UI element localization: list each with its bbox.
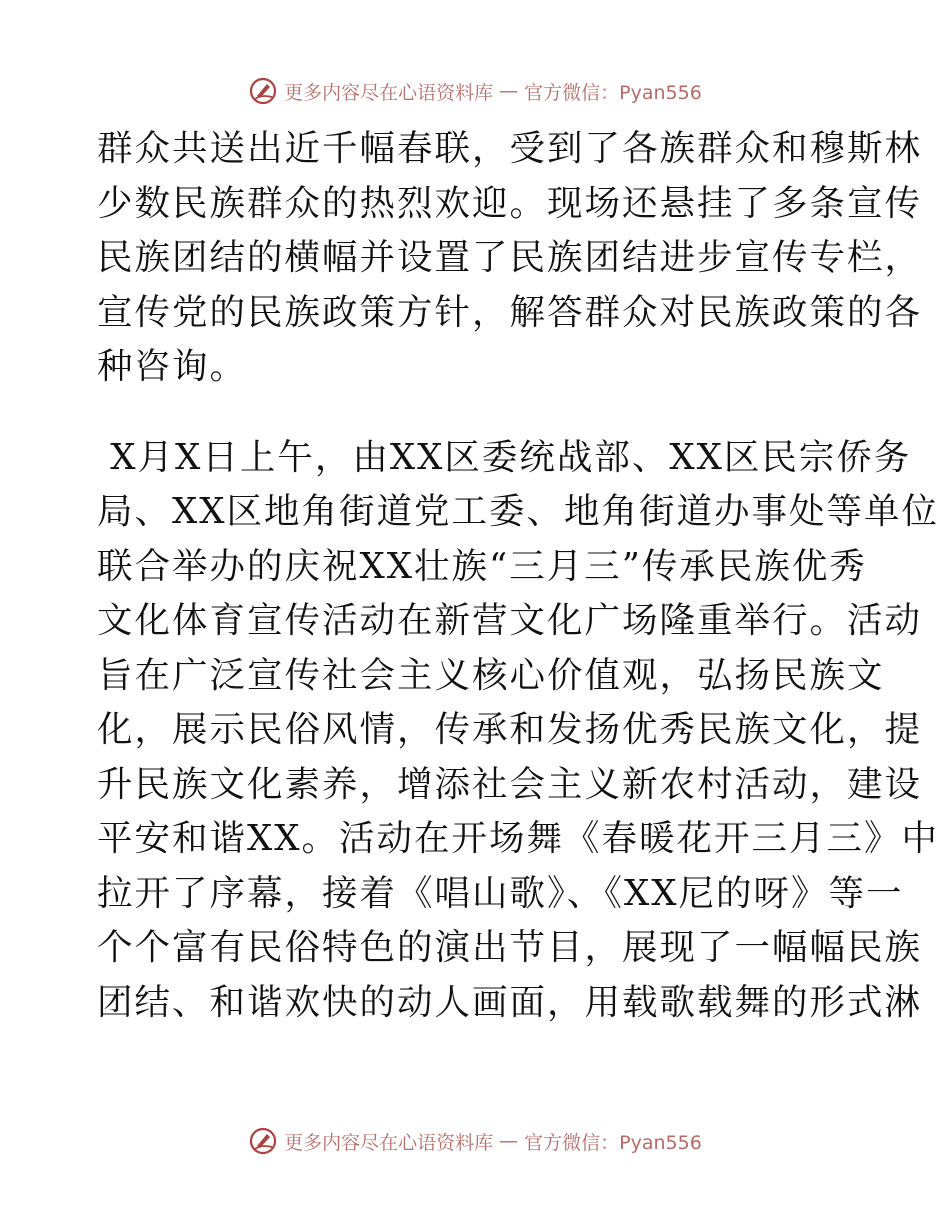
watermark-wechat: 官方微信：Pyan556 [524, 81, 702, 104]
text-line: X月X日上午，由XX区委统战部、XX区民宗侨务 [97, 436, 912, 478]
logo-icon [248, 1126, 278, 1156]
text-line: 宣传党的民族政策方针，解答群众对民族政策的各 [97, 291, 923, 333]
text-line: 局、XX区地角街道党工委、地角街道办事处等单位 [97, 491, 940, 532]
text-line: 化，展示民俗风情，传承和发扬优秀民族文化，提 [97, 709, 923, 750]
text-line: 文化体育宣传活动在新营文化广场隆重举行。活动 [97, 600, 923, 641]
text-line: 团结、和谐欢快的动人画面，用载歌载舞的形式淋 [97, 981, 923, 1023]
paragraph-1 [97, 122, 923, 395]
watermark-separator: — [499, 1130, 519, 1152]
document-body [97, 122, 940, 1030]
watermark-header [0, 71, 950, 111]
paragraph-spacer [97, 395, 857, 431]
text-line: 升民族文化素养，增添社会主义新农村活动，建设 [97, 763, 923, 805]
text-line: 个个富有民俗特色的演出节目，展现了一幅幅民族 [97, 927, 923, 968]
text-line: 少数民族群众的热烈欢迎。现场还悬挂了多条宣传 [97, 182, 923, 224]
watermark-separator: — [499, 80, 519, 102]
watermark-footer [0, 1121, 950, 1161]
paragraph-2 [97, 431, 940, 1031]
watermark-wechat: 官方微信：Pyan556 [524, 1131, 702, 1154]
watermark-text: 更多内容尽在心语资料库 [284, 1131, 494, 1154]
text-line: 群众共送出近千幅春联，受到了各族群众和穆斯林 [97, 128, 923, 169]
text-line: 拉开了序幕，接着《唱山歌》、《XX尼的呀》等一 [97, 872, 904, 914]
watermark-text: 更多内容尽在心语资料库 [284, 81, 494, 104]
text-line: 旨在广泛宣传社会主义核心价值观，弘扬民族文 [97, 654, 885, 696]
text-line: 民族团结的横幅并设置了民族团结进步宣传专栏， [97, 237, 923, 278]
text-line: 联合举办的庆祝XX壮族“三月三”传承民族优秀 [97, 545, 867, 587]
text-line: 种咨询。 [97, 346, 248, 387]
text-line: 平安和谐XX。活动在开场舞《春暖花开三月三》中 [97, 818, 940, 859]
logo-icon [248, 76, 278, 106]
